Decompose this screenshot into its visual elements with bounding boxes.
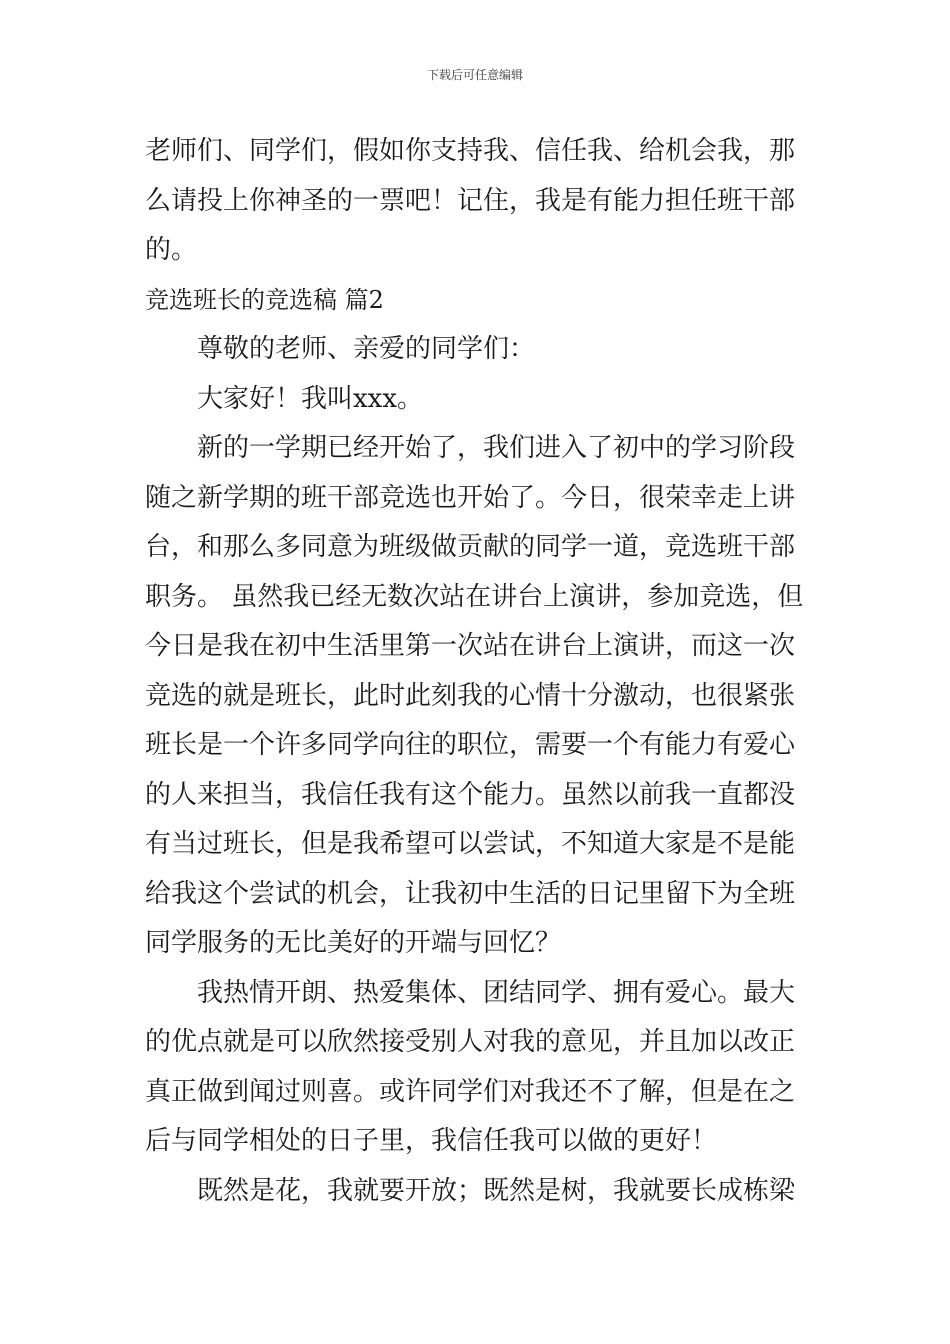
- text-line: 后与同学相处的日子里，我信任我可以做的更好！: [145, 1126, 718, 1156]
- text-line: 今日是我在初中生活里第一次站在讲台上演讲，而这一次: [145, 631, 796, 661]
- paragraph: [145, 1167, 815, 1217]
- text-line: 同学服务的无比美好的开端与回忆？: [145, 928, 562, 958]
- text-line: 台，和那么多同意为班级做贡献的同学一道，竞选班干部: [145, 532, 796, 562]
- document-body: [145, 127, 815, 1216]
- text-line: 有当过班长，但是我希望可以尝试，不知道大家是不是能: [145, 829, 796, 859]
- text-line: 我热情开朗、热爱集体、团结同学、拥有爱心。最大: [197, 977, 796, 1008]
- greeting: 大家好！我叫xxx。: [197, 383, 423, 414]
- text-line: 老师们、同学们，假如你支持我、信任我、给机会我，那: [145, 136, 796, 166]
- text-line: 真正做到闻过则喜。或许同学们对我还不了解，但是在之: [145, 1076, 796, 1107]
- paragraph: [145, 127, 815, 276]
- text-line: 的。: [145, 235, 198, 265]
- section-title: 竞选班长的竞选稿 篇2: [145, 285, 384, 314]
- text-line: 竞选的就是班长，此时此刻我的心情十分激动，也很紧张: [145, 680, 796, 711]
- paragraph: [145, 424, 815, 969]
- page-header: 下载后可任意编辑: [426, 68, 523, 82]
- paragraph: [145, 969, 815, 1167]
- text-line: 既然是花，我就要开放；既然是树，我就要长成栋梁: [197, 1175, 796, 1206]
- text-line: 职务。 虽然我已经无数次站在讲台上演讲，参加竞选，但: [145, 581, 804, 612]
- salutation: 尊敬的老师、亲爱的同学们：: [197, 334, 536, 364]
- text-line: 的人来担当，我信任我有这个能力。虽然以前我一直都没: [145, 779, 796, 810]
- text-line: 随之新学期的班干部竞选也开始了。今日，很荣幸走上讲: [145, 482, 796, 513]
- text-line: 么请投上你神圣的一票吧！记住，我是有能力担任班干部: [145, 185, 796, 216]
- text-line: 给我这个尝试的机会，让我初中生活的日记里留下为全班: [145, 878, 796, 909]
- text-line: 的优点就是可以欣然接受别人对我的意见，并且加以改正: [145, 1027, 796, 1057]
- text-line: 班长是一个许多同学向往的职位，需要一个有能力有爱心: [145, 730, 796, 760]
- text-line: 新的一学期已经开始了，我们进入了初中的学习阶段: [197, 433, 796, 463]
